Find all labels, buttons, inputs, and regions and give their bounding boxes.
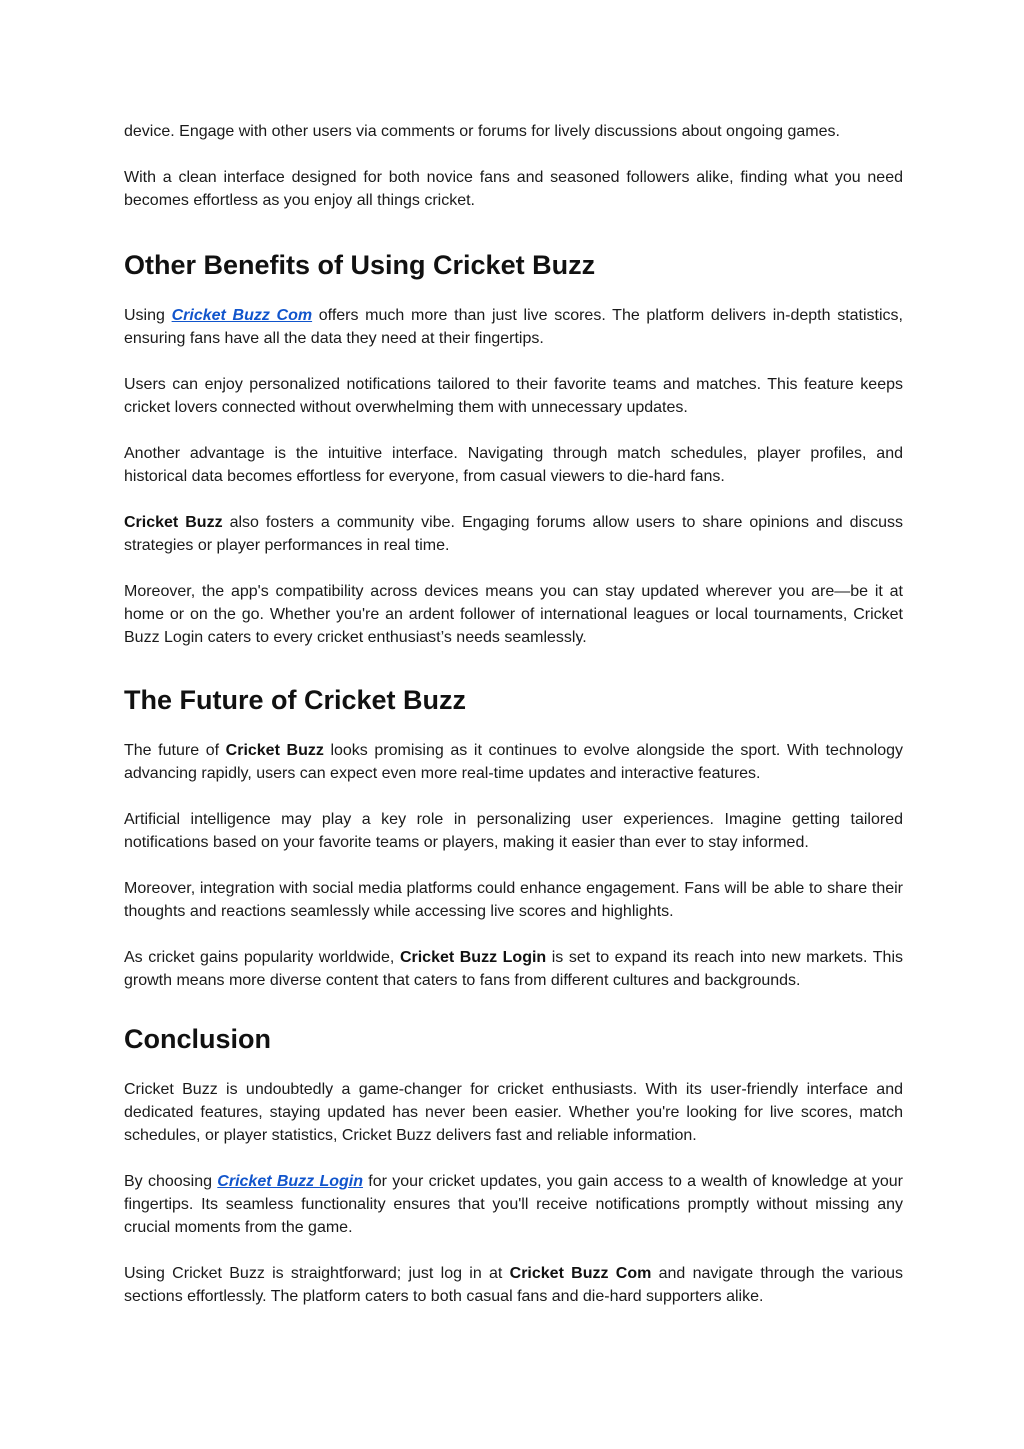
bold-term: Cricket Buzz Com bbox=[509, 1265, 652, 1282]
conclusion-paragraph: Cricket Buzz is undoubtedly a game-changer for cricket enthusiasts. With its user-friendly interface and dedicated features, staying updated has never been easier. Whether you're looking for live scores, match schedules, or player statistics, Cricket Buzz delivers fast and reliable information. bbox=[124, 1081, 903, 1144]
conclusion-paragraph bbox=[124, 1262, 903, 1308]
section-heading-future: The Future of Cricket Buzz bbox=[124, 685, 467, 715]
text-fragment: As cricket gains popularity worldwide, bbox=[124, 949, 400, 966]
text-fragment: By choosing bbox=[124, 1173, 218, 1190]
text-fragment: and navigate through the various sections effortlessly. The platform caters to both casual fans and die-hard supporters alike. bbox=[124, 1265, 904, 1305]
bold-term: Cricket Buzz Login bbox=[399, 949, 547, 966]
text-fragment: looks promising as it continues to evolve alongside the sport. With technology advancing rapidly, users can expect even more real-time updates and interactive features. bbox=[124, 742, 903, 782]
future-paragraph: Artificial intelligence may play a key role in personalizing user experiences. Imagine getting tailored notifications based on your favorite teams or players, making it easier than ever to stay informed. bbox=[124, 811, 903, 851]
text-fragment: Using bbox=[124, 307, 172, 324]
cricket-buzz-com-link[interactable]: Cricket Buzz Com bbox=[171, 307, 313, 324]
text-fragment: also fosters a community vibe. Engaging forums allow users to share opinions and discuss strategies or player performances in real time. bbox=[124, 514, 903, 554]
cricket-buzz-login-link[interactable]: Cricket Buzz Login bbox=[217, 1173, 363, 1190]
benefits-paragraph: Users can enjoy personalized notifications tailored to their favorite teams and matches. This feature keeps cricket lovers connected without overwhelming them with unnecessary updates. bbox=[124, 376, 903, 416]
section-heading-conclusion: Conclusion bbox=[124, 1024, 271, 1054]
intro-paragraph: device. Engage with other users via comments or forums for lively discussions about ongoing games. bbox=[124, 123, 840, 140]
conclusion-paragraph bbox=[124, 1170, 903, 1239]
text-fragment: The future of bbox=[124, 742, 226, 759]
bold-term: Cricket Buzz bbox=[225, 742, 324, 759]
text-fragment: offers much more than just live scores. The platform delivers in-depth statistics, ensuring fans have all the data they need at their fingertips. bbox=[124, 307, 903, 347]
future-paragraph bbox=[124, 946, 903, 992]
future-paragraph bbox=[124, 739, 903, 785]
future-paragraph: Moreover, integration with social media platforms could enhance engagement. Fans will be able to share their thoughts and reactions seamlessly while accessing live scores and highlights. bbox=[124, 880, 903, 920]
document-page bbox=[124, 120, 903, 1308]
text-fragment: is set to expand its reach into new markets. This growth means more diverse content that caters to fans from different cultures and backgrounds. bbox=[124, 949, 904, 989]
intro-paragraph: With a clean interface designed for both novice fans and seasoned followers alike, finding what you need becomes effortless as you enjoy all things cricket. bbox=[124, 169, 903, 209]
benefits-paragraph: Moreover, the app's compatibility across devices means you can stay updated wherever you are—be it at home or on the go. Whether you're an ardent follower of international leagues or local tournaments, Cricket Buzz Login caters to every cricket enthusiast’s needs seamlessly. bbox=[124, 583, 903, 646]
text-fragment: Using Cricket Buzz is straightforward; just log in at bbox=[124, 1265, 510, 1282]
bold-term: Cricket Buzz bbox=[124, 514, 223, 531]
benefits-paragraph: Another advantage is the intuitive interface. Navigating through match schedules, player profiles, and historical data becomes effortless for everyone, from casual viewers to die-hard fans. bbox=[124, 445, 903, 485]
section-heading-benefits: Other Benefits of Using Cricket Buzz bbox=[124, 250, 596, 280]
benefits-paragraph bbox=[124, 511, 903, 557]
text-fragment: for your cricket updates, you gain access to a wealth of knowledge at your fingertips. Its seamless functionality ensures that you'll receive notifications promptly without missing any crucial moments from the game. bbox=[124, 1173, 904, 1236]
benefits-paragraph bbox=[124, 304, 903, 350]
